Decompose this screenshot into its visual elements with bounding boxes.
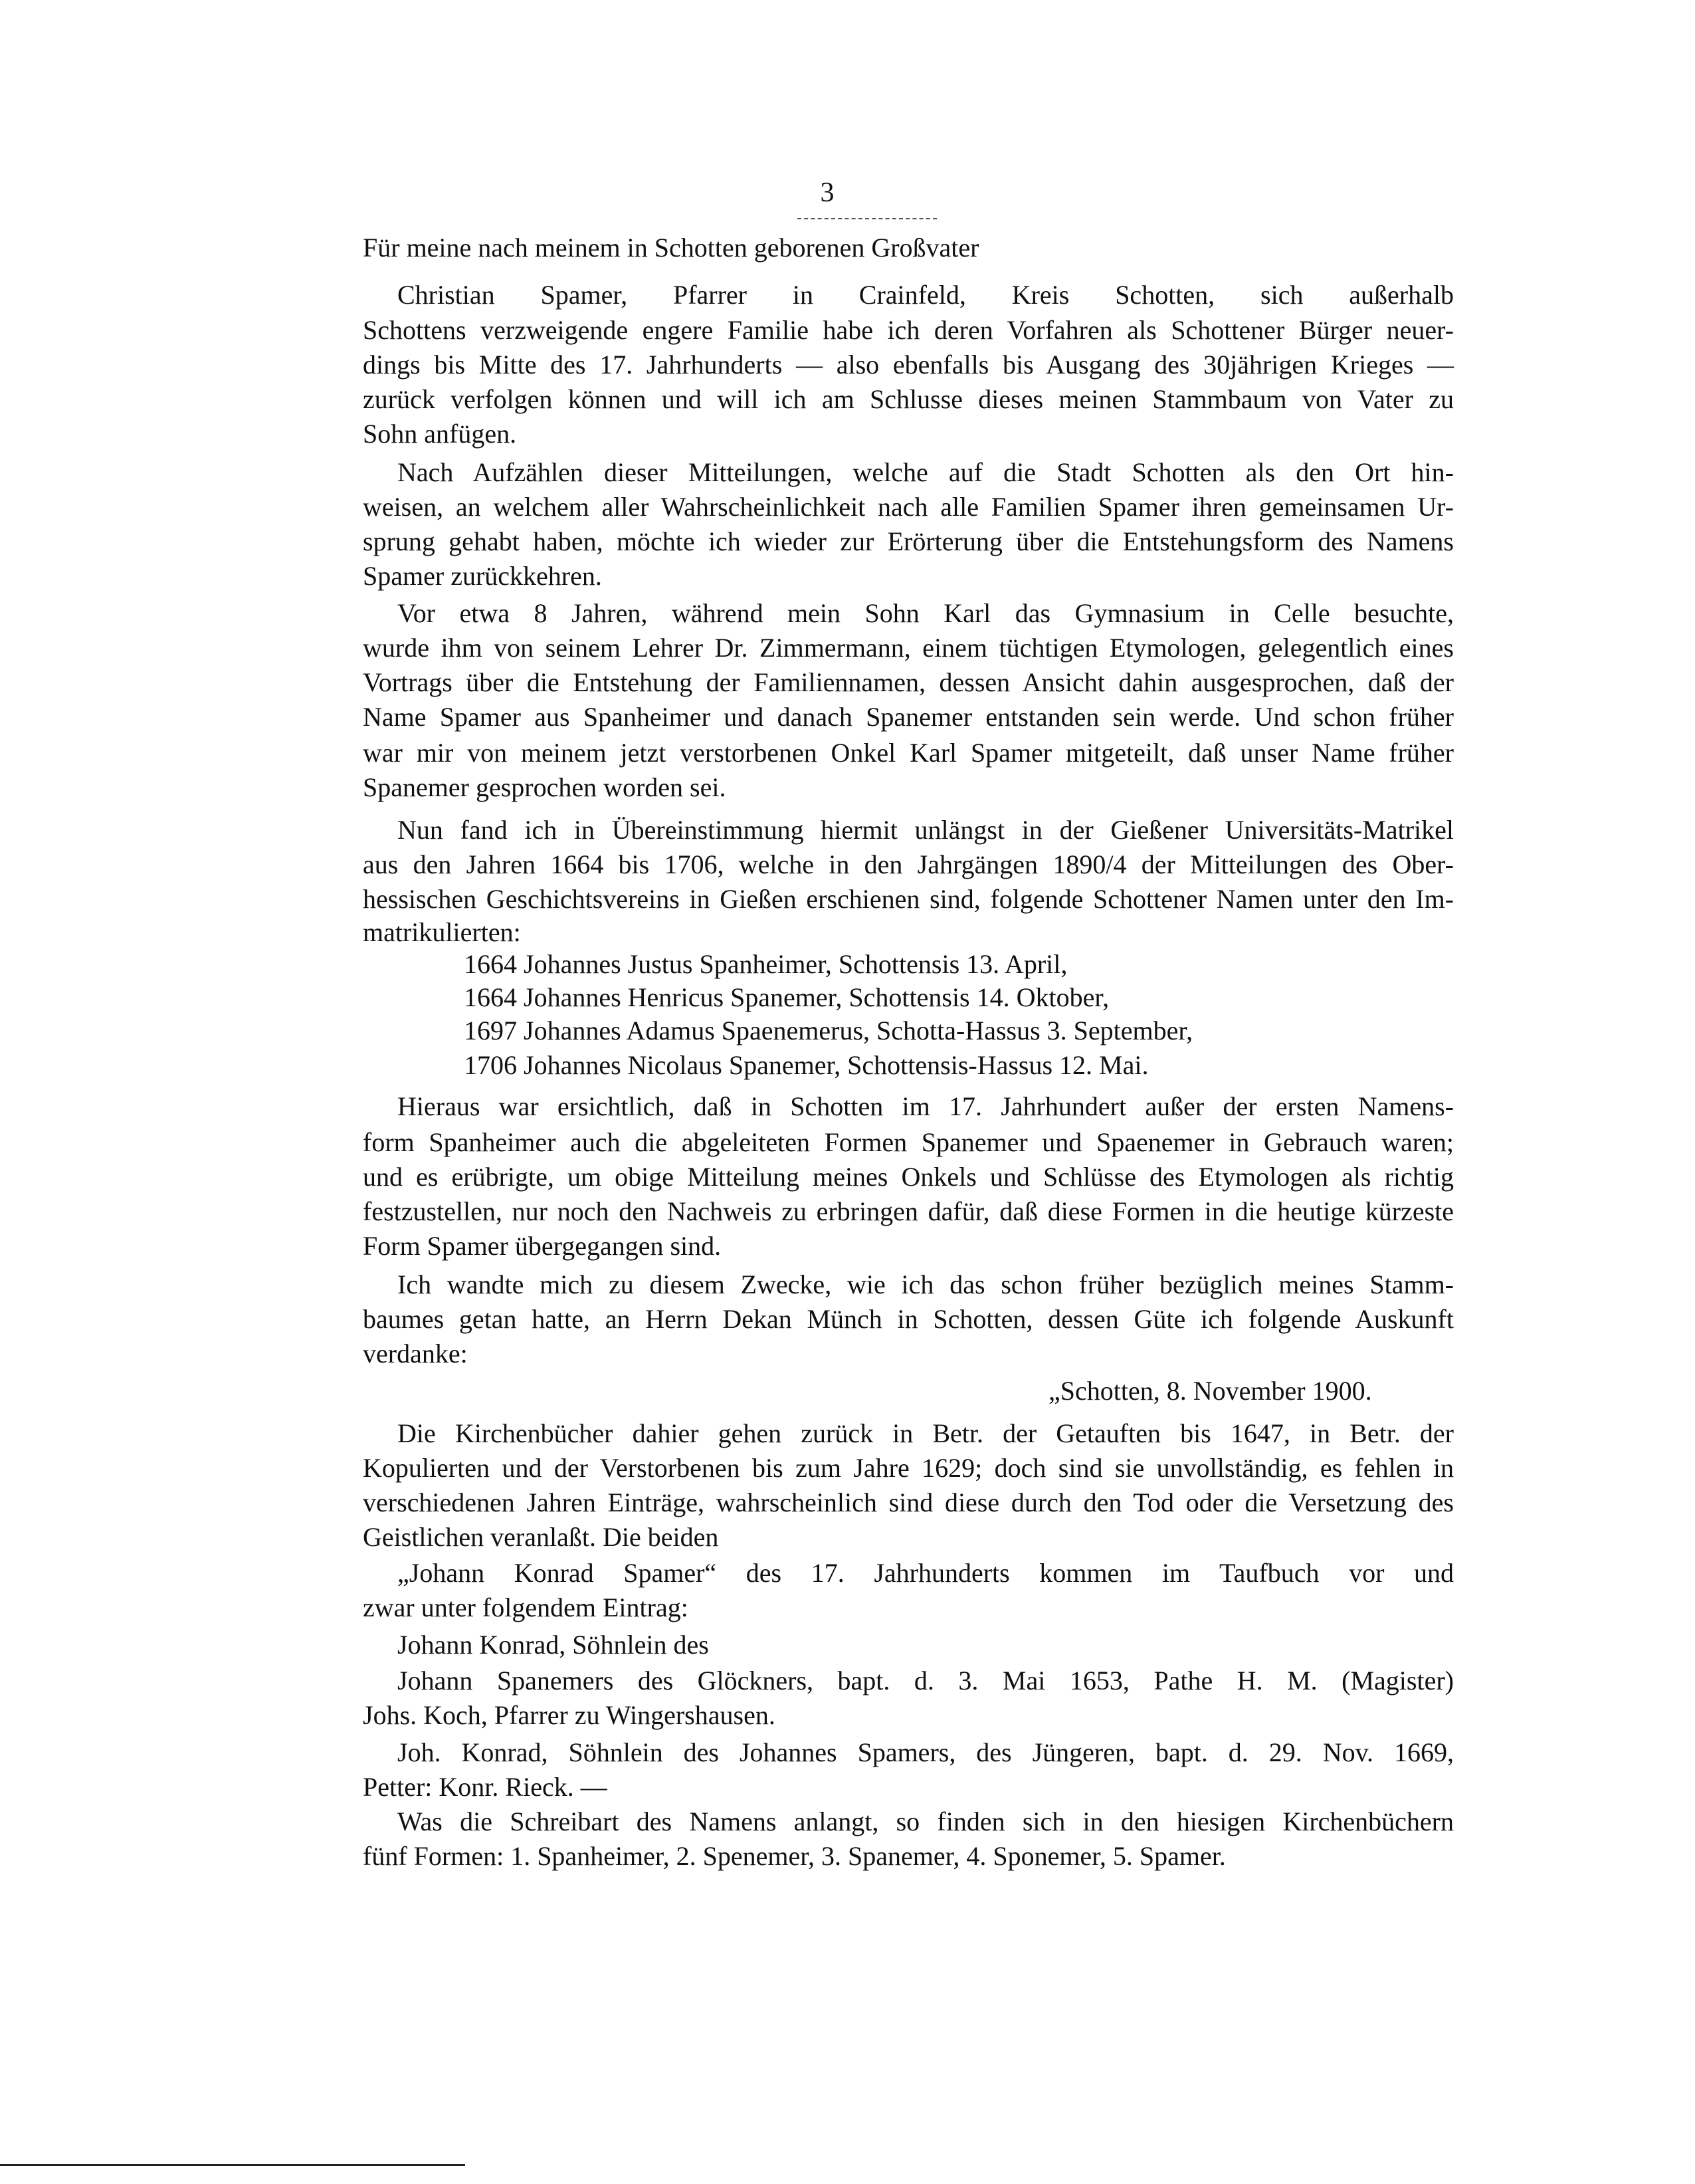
text-line: „Johann Konrad Spamer“ des 17. Jahrhunderts kommen im Taufbuch vor und [397, 1558, 1454, 1588]
text-line: Johann Spanemers des Glöckners, bapt. d. 3. Mai 1653, Pathe H. M. (Magister) [397, 1666, 1454, 1695]
text-line: 1664 Johannes Henricus Spanemer, Schottensis 14. Oktober, [464, 982, 1110, 1012]
text-line: fünf Formen: 1. Spanheimer, 2. Spenemer, 3. Spanemer, 4. Sponemer, 5. Spamer. [363, 1841, 1226, 1871]
text-line: zwar unter folgendem Eintrag: [363, 1592, 688, 1622]
text-line: 1706 Johannes Nicolaus Spanemer, Schottensis-Hassus 12. Mai. [464, 1050, 1149, 1080]
text-line: „Schotten, 8. November 1900. [1048, 1376, 1372, 1406]
text-line: Johs. Koch, Pfarrer zu Wingershausen. [363, 1700, 775, 1730]
text-line: verschiedenen Jahren Einträge, wahrscheinlich sind diese durch den Tod oder die Versetzung des [363, 1487, 1454, 1517]
text-line: Johann Konrad, Söhnlein des [397, 1630, 709, 1660]
text-line: Vortrags über die Entstehung der Familiennamen, dessen Ansicht dahin ausgesprochen, daß der [363, 667, 1454, 697]
text-line: 1697 Johannes Adamus Spaenemerus, Schotta-Hassus 3. September, [464, 1016, 1193, 1045]
text-line: Spanemer gesprochen worden sei. [363, 772, 726, 802]
text-line: zurück verfolgen können und will ich am Schlusse dieses meinen Stammbaum von Vater zu [363, 384, 1454, 414]
text-line: Christian Spamer, Pfarrer in Crainfeld, Kreis Schotten, sich außerhalb [397, 280, 1454, 310]
text-line: hessischen Geschichtsvereins in Gießen erschienen sind, folgende Schottener Namen unter den Im- [363, 884, 1454, 914]
text-line: aus den Jahren 1664 bis 1706, welche in den Jahrgängen 1890/4 der Mitteilungen des Ober- [363, 849, 1454, 879]
text-line: Sohn anfügen. [363, 419, 517, 449]
text-line: festzustellen, nur noch den Nachweis zu erbringen dafür, daß diese Formen in die heutige kürzeste [363, 1196, 1454, 1226]
text-line: wurde ihm von seinem Lehrer Dr. Zimmermann, einem tüchtigen Etymologen, gelegentlich eines [363, 633, 1454, 663]
text-line: Name Spamer aus Spanheimer und danach Spanemer entstanden sein werde. Und schon früher [363, 702, 1454, 732]
text-line: Für meine nach meinem in Schotten geborenen Großvater [363, 233, 979, 263]
text-line: form Spanheimer auch die abgeleiteten Formen Spanemer und Spaenemer in Gebrauch waren; [363, 1127, 1454, 1157]
text-line: Ich wandte mich zu diesem Zwecke, wie ich das schon früher bezüglich meines Stamm- [397, 1269, 1454, 1299]
text-line: Was die Schreibart des Namens anlangt, so finden sich in den hiesigen Kirchenbüchern [397, 1806, 1454, 1836]
text-line: Spamer zurückkehren. [363, 561, 602, 591]
text-line: dings bis Mitte des 17. Jahrhunderts — also ebenfalls bis Ausgang des 30jährigen Krieges — [363, 350, 1454, 380]
text-line: Joh. Konrad, Söhnlein des Johannes Spamers, des Jüngeren, bapt. d. 29. Nov. 1669, [397, 1737, 1454, 1767]
text-line: war mir von meinem jetzt verstorbenen Onkel Karl Spamer mitgeteilt, daß unser Name früher [363, 738, 1454, 768]
scan-edge-line [0, 2164, 465, 2166]
text-line: Schottens verzweigende engere Familie habe ich deren Vorfahren als Schottener Bürger neuer- [363, 315, 1454, 345]
text-line: Nach Aufzählen dieser Mitteilungen, welche auf die Stadt Schotten als den Ort hin- [397, 457, 1454, 487]
text-line: Kopulierten und der Verstorbenen bis zum Jahre 1629; doch sind sie unvollständig, es fehlen in [363, 1453, 1454, 1483]
text-line: Nun fand ich in Übereinstimmung hiermit unlängst in der Gießener Universitäts-Matrikel [397, 815, 1454, 845]
text-line: 1664 Johannes Justus Spanheimer, Schottensis 13. April, [464, 949, 1068, 979]
text-line: matrikulierten: [363, 917, 521, 947]
header-rule [797, 218, 937, 219]
text-line: Vor etwa 8 Jahren, während mein Sohn Karl das Gymnasium in Celle besuchte, [397, 598, 1454, 628]
text-line: und es erübrigte, um obige Mitteilung meines Onkels und Schlüsse des Etymologen als richtig [363, 1162, 1454, 1192]
text-line: Geistlichen veranlaßt. Die beiden [363, 1522, 719, 1552]
page-number: 3 [820, 177, 835, 208]
text-line: sprung gehabt haben, möchte ich wieder zur Erörterung über die Entstehungsform des Namens [363, 526, 1454, 556]
text-line: Petter: Konr. Rieck. — [363, 1772, 607, 1802]
text-line: Form Spamer übergegangen sind. [363, 1231, 722, 1261]
text-line: verdanke: [363, 1339, 468, 1368]
text-line: Die Kirchenbücher dahier gehen zurück in Betr. der Getauften bis 1647, in Betr. der [397, 1418, 1454, 1448]
text-line: Hieraus war ersichtlich, daß in Schotten im 17. Jahrhundert außer der ersten Namens- [397, 1091, 1454, 1121]
text-line: baumes getan hatte, an Herrn Dekan Münch in Schotten, dessen Güte ich folgende Auskunft [363, 1304, 1454, 1334]
text-line: weisen, an welchem aller Wahrscheinlichkeit nach alle Familien Spamer ihren gemeinsamen Ur- [363, 492, 1454, 522]
